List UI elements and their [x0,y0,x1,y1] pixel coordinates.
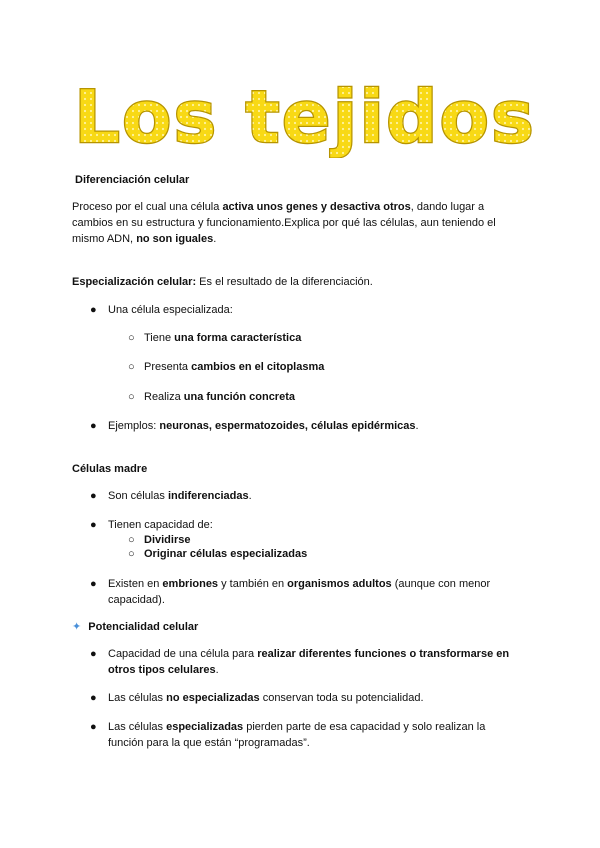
star-bullet-icon: ✦ [72,621,82,633]
bullet-dot-icon: ● [90,490,97,502]
bullet-dot-icon: ● [90,692,97,704]
page-title: Los tejidos [74,78,536,158]
section-diferenciacion-heading: Diferenciación celular [75,174,190,186]
bullet-dot-icon: ● [90,304,97,316]
section-madre-heading: Células madre [72,463,148,475]
bullet-dot-icon: ● [90,721,97,733]
bullet-dot-icon: ● [90,519,97,531]
section-especializacion-heading: Especialización celular: Es el resultado de la diferenciación. [72,276,373,288]
bullet-dot-icon: ● [90,420,97,432]
section-diferenciacion-paragraph: Proceso por el cual una célula activa unos genes y desactiva otros, dando lugar a cambios en su estructura y funcionamiento.Explica por qué las células, aun teniendo el mismo ADN, no son iguales. [72,201,496,245]
document-page: Los tejidos Diferenciación celular Proceso por el cual una célula activa unos genes y desactiva otros, dando lugar a cambios en su estructura y funcionamiento.Explica por qué las células, aun teniendo el mismo ADN, no son iguales. Especialización celular: Es el resultado de la diferenciación. ● Una célula especializada: ○ Tiene una forma característica ○ Presenta cambios en el citoplasma ○ Realiza una función concreta ● Ejemplos: neuronas, espermatozoides, células epidérmicas. Células madre ● Son células indiferenciadas. ● Tienen capacidad de: ○ Dividirse ○ Originar células especializadas ● Existen en embriones y también en organismos adultos (aunque con menor capacidad). ✦ Potencialidad celular ● Capacidad de una célula para realizar diferentes funciones o transformarse en otros tipos celulares. ● Las células no especializadas conservan toda su potencialidad. ● Las células especializadas pierden parte de esa capacidad y solo realizan la función para la que están “programadas”. [0,0,600,848]
title-wordart [70,78,540,158]
bullet-circle-icon: ○ [128,391,135,403]
section-potencialidad-heading: ✦ Potencialidad celular [72,621,199,633]
title-wordart-svg [70,78,540,158]
bullet-dot-icon: ● [90,578,97,590]
bullet-circle-icon: ○ [128,534,135,546]
bullet-circle-icon: ○ [128,548,135,560]
bullet-circle-icon: ○ [128,332,135,344]
bullet-circle-icon: ○ [128,361,135,373]
bullet-dot-icon: ● [90,648,97,660]
